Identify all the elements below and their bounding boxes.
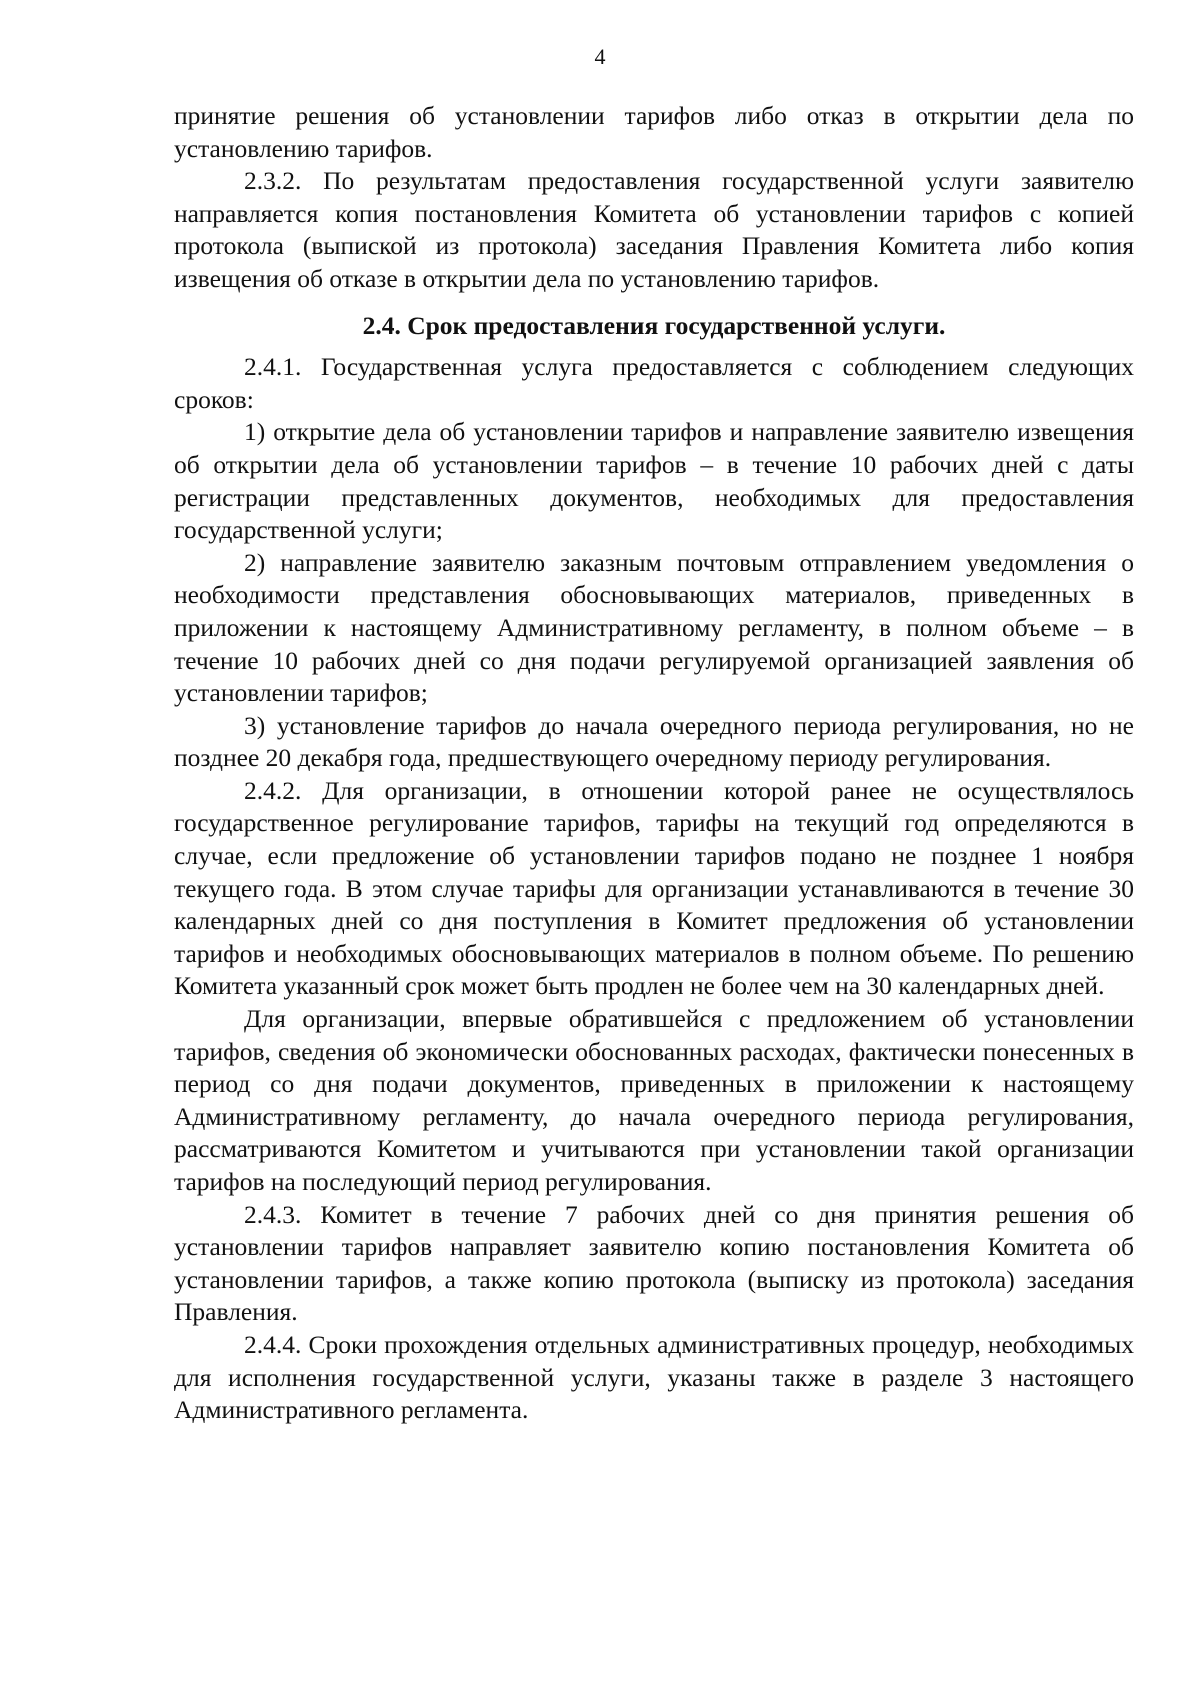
list-item-2: 2) направление заявителю заказным почтовым отправлением уведомления о необходимости представления обосновывающих материалов, приведенных в приложении к настоящему Административному регламенту, в полном объеме – в течение 10 рабочих дней со дня подачи регулируемой организацией заявления об установлении тарифов; [174, 547, 1134, 708]
section-heading-2-4: 2.4. Срок предоставления государственной услуги. [362, 310, 946, 340]
paragraph-2-3-2: 2.3.2. По результатам предоставления государственной услуги заявителю направляется копия постановления Комитета об установлении тарифов с копией протокола (выпиской из протокола) заседания Правления Комитета либо копия извещения об отказе в открытии дела по установлению тарифов. [174, 166, 1134, 293]
document-body [174, 100, 1134, 1427]
page-number: 4 [594, 44, 606, 69]
list-item-1: 1) открытие дела об установлении тарифов и направление заявителю извещения об открытии дела об установлении тарифов – в течение 10 рабочих дней с даты регистрации представленных документов, необходимых для предоставления государственной услуги; [174, 417, 1134, 545]
paragraph-2-4-2: 2.4.2. Для организации, в отношении которой ранее не осуществлялось государственное регулирование тарифов, тарифы на текущий год определяются в случае, если предложение об установлении тарифов подано не позднее 1 ноября текущего года. В этом случае тарифы для организации устанавливаются в течение 30 календарных дней со дня поступления в Комитет предложения об установлении тарифов и необходимых обосновывающих материалов в полном объеме. По решению Комитета указанный срок может быть продлен не более чем на 30 календарных дней. [174, 775, 1134, 1001]
paragraph-2-4-1: 2.4.1. Государственная услуга предоставляется с соблюдением следующих сроков: [174, 352, 1134, 414]
paragraph-2-4-4: 2.4.4. Сроки прохождения отдельных административных процедур, необходимых для исполнения государственной услуги, указаны также в разделе 3 настоящего Административного регламента. [174, 1329, 1134, 1425]
paragraph-continuation: принятие решения об установлении тарифов либо отказ в открытии дела по установлению тарифов. [174, 101, 1134, 163]
list-item-3: 3) установление тарифов до начала очередного периода регулирования, но не позднее 20 декабря года, предшествующего очередному периоду регулирования. [174, 710, 1134, 773]
paragraph-new-organization: Для организации, впервые обратившейся с предложением об установлении тарифов, сведения об экономически обоснованных расходах, фактически понесенных в период со дня подачи документов, приведенных в приложении к настоящему Административному регламенту, до начала очередного периода регулирования, рассматриваются Комитетом и учитываются при установлении такой организации тарифов на последующий период регулирования. [174, 1004, 1134, 1196]
paragraph-2-4-3: 2.4.3. Комитет в течение 7 рабочих дней со дня принятия решения об установлении тарифов направляет заявителю копию постановления Комитета об установлении тарифов, а также копию протокола (выписку из протокола) заседания Правления. [174, 1199, 1134, 1327]
